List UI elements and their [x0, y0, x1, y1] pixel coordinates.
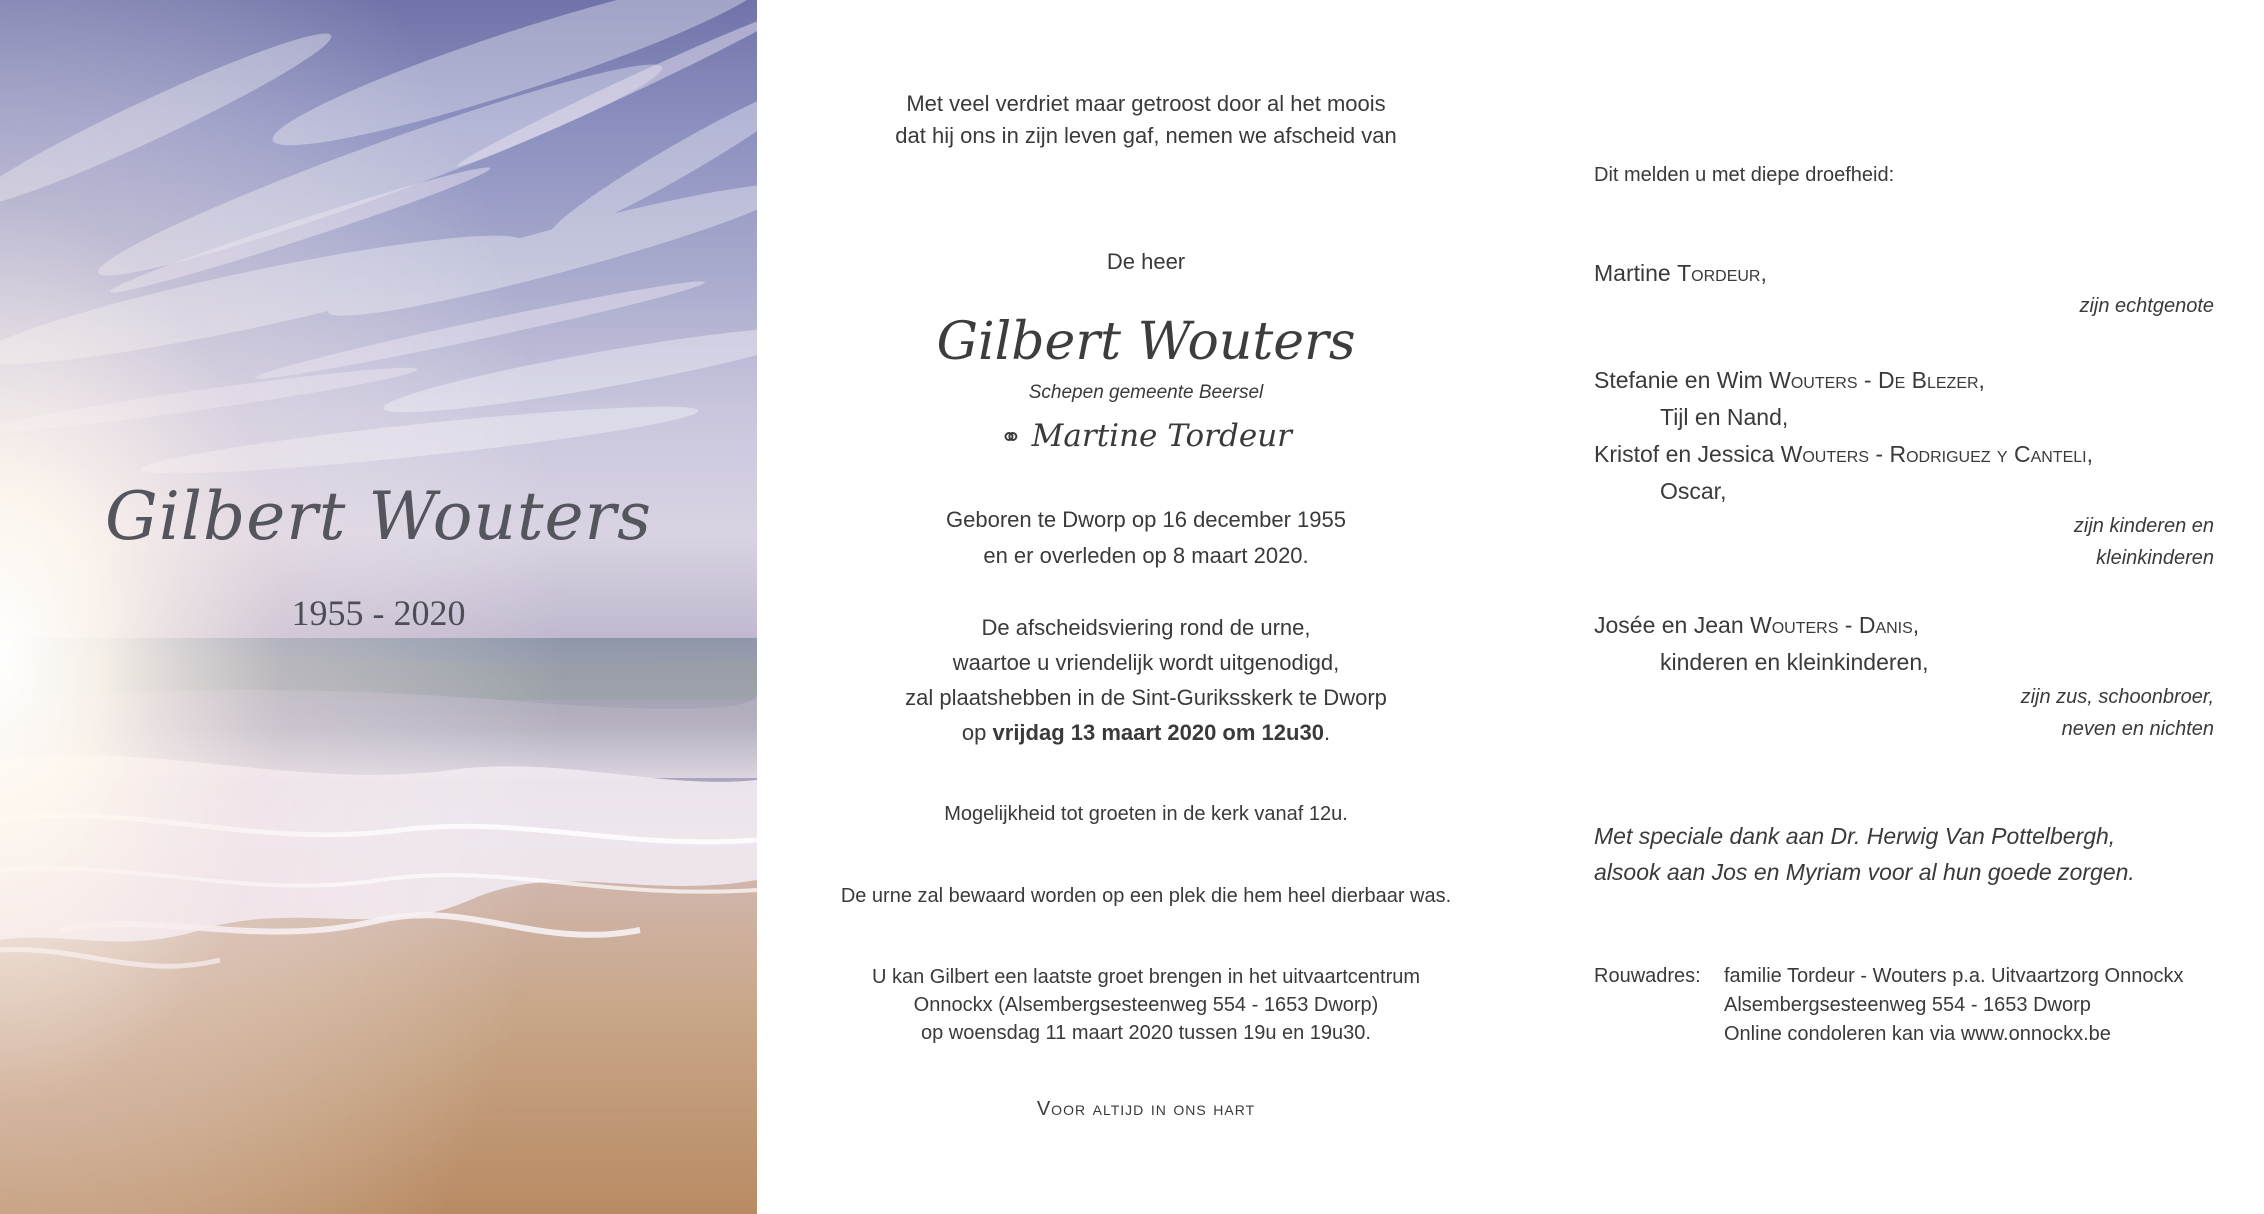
spouse-line	[790, 418, 1502, 454]
visit-text	[790, 963, 1502, 1047]
visit-line-2: Onnockx (Alsembergsesteenweg 554 - 1653 Dworp)	[913, 994, 1379, 1016]
intro-line-2: dat hij ons in zijn leven gaf, nemen we afscheid van	[895, 123, 1397, 148]
family-2-line-3-last: Wouters - Rodriguez y Canteli	[1780, 441, 2087, 467]
ceremony-date: vrijdag 13 maart 2020 om 12u30	[992, 720, 1324, 745]
intro-line-1: Met veel verdriet maar getroost door al het moois	[906, 91, 1386, 116]
family-1-name-first: Martine	[1594, 260, 1678, 286]
family-2-line-4: Oscar,	[1660, 478, 1727, 504]
thanks-line-2: alsook aan Jos en Myriam voor al hun goede zorgen.	[1594, 859, 2135, 885]
visit-line-3: op woensdag 11 maart 2020 tussen 19u en 19u30.	[921, 1022, 1371, 1044]
family-group-2	[1594, 362, 2214, 574]
family-3-line-2: kinderen en kleinkinderen,	[1660, 649, 1929, 675]
born-line: Geboren te Dworp op 16 december 1955	[946, 507, 1346, 532]
family-3-line-1	[1594, 607, 2214, 644]
spouse-name: Martine Tordeur	[1031, 418, 1292, 454]
announcement-header: Dit melden u met diepe droefheid:	[1594, 164, 1895, 186]
family-3-line-1-first: Josée en Jean	[1594, 612, 1751, 638]
cover-photo	[0, 0, 757, 1214]
family-2-line-1	[1594, 362, 2214, 399]
ceremony-text	[790, 610, 1502, 750]
deceased-title: Schepen gemeente Beersel	[1028, 382, 1264, 403]
family-2-line-2: Tijl en Nand,	[1660, 404, 1789, 430]
ceremony-line-2: waartoe u vriendelijk wordt uitgenodigd,	[952, 650, 1340, 675]
family-group-3	[1594, 607, 2214, 745]
ceremony-line-4	[790, 715, 1502, 750]
family-1-name-last: Tordeur	[1677, 260, 1761, 286]
thanks-text	[1594, 818, 2214, 890]
family-2-relation-2: kleinkinderen	[2096, 547, 2214, 569]
family-2-line-1-comma: ,	[1978, 367, 1985, 393]
deceased-name: Gilbert Wouters	[936, 312, 1356, 372]
address-line-2: Alsembergsesteenweg 554 - 1653 Dworp	[1724, 994, 2091, 1016]
intro-text	[790, 88, 1502, 152]
family-3-relation-1: zijn zus, schoonbroer,	[2020, 686, 2214, 708]
address-block	[1594, 962, 2214, 1049]
greeting-text: Mogelijkheid tot groeten in de kerk vanaf 12u.	[944, 803, 1348, 825]
family-2-line-3-first: Kristof en Jessica	[1594, 441, 1781, 467]
ceremony-line-3: zal plaatshebben in de Sint-Guriksskerk te Dworp	[905, 685, 1387, 710]
address-label: Rouwadres:	[1594, 965, 1701, 987]
family-3-relation-2: neven en nichten	[2061, 718, 2214, 740]
address-line-1: familie Tordeur - Wouters p.a. Uitvaartzorg Onnockx	[1724, 965, 2184, 987]
urn-text: De urne zal bewaard worden op een plek die hem heel dierbaar was.	[840, 885, 1452, 907]
family-1-relation: zijn echtgenote	[2079, 295, 2214, 317]
family-2-relation-1: zijn kinderen en	[2073, 515, 2214, 537]
ceremony-suffix: .	[1323, 720, 1331, 745]
cover-years: 1955 - 2020	[291, 593, 466, 633]
family-2-line-3	[1594, 436, 2214, 473]
salutation: De heer	[1106, 249, 1186, 274]
family-3-line-1-last: Wouters - Danis	[1750, 612, 1913, 638]
cover-name: Gilbert Wouters	[105, 478, 652, 555]
family-2-line-1-last: Wouters - De Blezer	[1769, 367, 1979, 393]
family-group-1	[1594, 256, 2214, 322]
family-1-name-comma: ,	[1760, 260, 1767, 286]
wedding-rings-icon: ⚭	[1000, 423, 1022, 453]
thanks-line-1: Met speciale dank aan Dr. Herwig Van Pottelbergh,	[1594, 823, 2116, 849]
address-line-3: Online condoleren kan via www.onnockx.be	[1724, 1023, 2111, 1045]
family-2-line-3-comma: ,	[2086, 441, 2093, 467]
family-3-line-1-comma: ,	[1912, 612, 1920, 638]
family-2-line-1-first: Stefanie en Wim	[1594, 367, 1770, 393]
birth-death	[790, 502, 1502, 574]
closing-text: Voor altijd in ons hart	[1036, 1098, 1256, 1120]
family-1-name	[1594, 256, 2214, 290]
died-line: en er overleden op 8 maart 2020.	[983, 543, 1309, 568]
visit-line-1: U kan Gilbert een laatste groet brengen in het uitvaartcentrum	[871, 966, 1421, 988]
ceremony-prefix: op	[961, 720, 993, 745]
ceremony-line-1: De afscheidsviering rond de urne,	[981, 615, 1311, 640]
